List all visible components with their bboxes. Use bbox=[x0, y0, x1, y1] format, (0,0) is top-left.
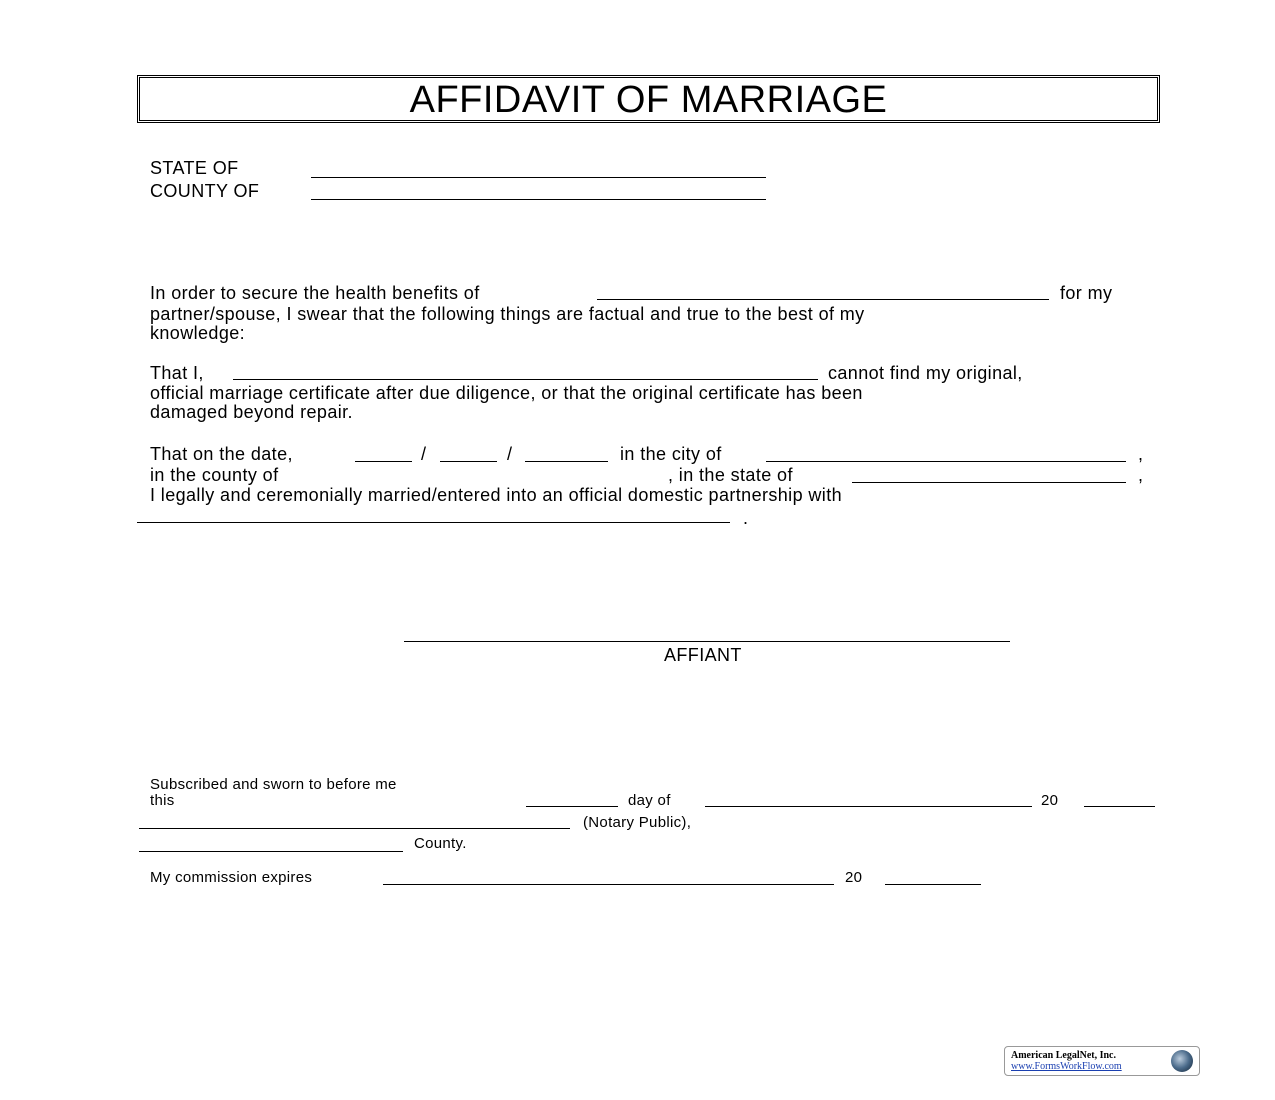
p1-line1a: In order to secure the health benefits of bbox=[150, 283, 480, 303]
notary-public-label: (Notary Public), bbox=[583, 814, 692, 831]
affiant-label: AFFIANT bbox=[664, 645, 742, 665]
notary-this: this bbox=[150, 792, 175, 809]
publisher-logo bbox=[1004, 1046, 1200, 1076]
p3-line1a: That on the date, bbox=[150, 444, 293, 464]
comma: , bbox=[1138, 444, 1144, 464]
notary-day-field[interactable] bbox=[526, 806, 618, 807]
city-field[interactable] bbox=[766, 461, 1126, 462]
p3-line2a: in the county of bbox=[150, 465, 279, 485]
p1-line2: partner/spouse, I swear that the following things are factual and true to the best of my bbox=[150, 304, 865, 324]
day-of-label: day of bbox=[628, 792, 671, 809]
p1-line1b: for my bbox=[1060, 283, 1113, 303]
partner-name-field[interactable] bbox=[137, 522, 730, 523]
p2-line1b: cannot find my original, bbox=[828, 363, 1023, 383]
slash: / bbox=[507, 444, 513, 464]
period: . bbox=[743, 508, 749, 528]
date-year-field[interactable] bbox=[525, 461, 608, 462]
date-month-field[interactable] bbox=[355, 461, 412, 462]
commission-label: My commission expires bbox=[150, 869, 313, 886]
notary-year-field[interactable] bbox=[1084, 806, 1155, 807]
commission-date-field[interactable] bbox=[383, 884, 834, 885]
state-field[interactable] bbox=[311, 177, 766, 178]
affiant-signature-field[interactable] bbox=[404, 641, 1010, 642]
p2-line3: damaged beyond repair. bbox=[150, 402, 353, 422]
county-label: COUNTY OF bbox=[150, 181, 260, 201]
notary-line1: Subscribed and sworn to before me bbox=[150, 776, 397, 793]
year-prefix: 20 bbox=[845, 869, 863, 886]
year-prefix: 20 bbox=[1041, 792, 1059, 809]
title-box bbox=[137, 75, 1160, 123]
benefits-holder-field[interactable] bbox=[597, 299, 1049, 300]
notary-county-field[interactable] bbox=[139, 851, 403, 852]
logo-url[interactable]: www.FormsWorkFlow.com bbox=[1011, 1061, 1122, 1072]
state-of-marriage-field[interactable] bbox=[852, 482, 1126, 483]
slash: / bbox=[421, 444, 427, 464]
affiant-name-field[interactable] bbox=[233, 379, 818, 380]
p2-line2: official marriage certificate after due diligence, or that the original certificate has been bbox=[150, 383, 863, 403]
p3-line1b: in the city of bbox=[620, 444, 722, 464]
notary-month-field[interactable] bbox=[705, 806, 1032, 807]
comma: , bbox=[1138, 465, 1144, 485]
state-label: STATE OF bbox=[150, 158, 239, 178]
county-label: County. bbox=[414, 835, 467, 852]
p3-line2b: , in the state of bbox=[668, 465, 793, 485]
globe-icon bbox=[1171, 1050, 1193, 1072]
p3-line3: I legally and ceremonially married/entered into an official domestic partnership with bbox=[150, 485, 843, 505]
commission-year-field[interactable] bbox=[885, 884, 981, 885]
notary-name-field[interactable] bbox=[139, 828, 570, 829]
date-day-field[interactable] bbox=[440, 461, 497, 462]
document-title: AFFIDAVIT OF MARRIAGE bbox=[409, 79, 888, 121]
county-of-marriage-field[interactable] bbox=[330, 482, 660, 483]
county-field[interactable] bbox=[311, 199, 766, 200]
p1-line3: knowledge: bbox=[150, 323, 246, 343]
p2-line1a: That I, bbox=[150, 363, 204, 383]
logo-name: American LegalNet, Inc. bbox=[1011, 1050, 1116, 1061]
